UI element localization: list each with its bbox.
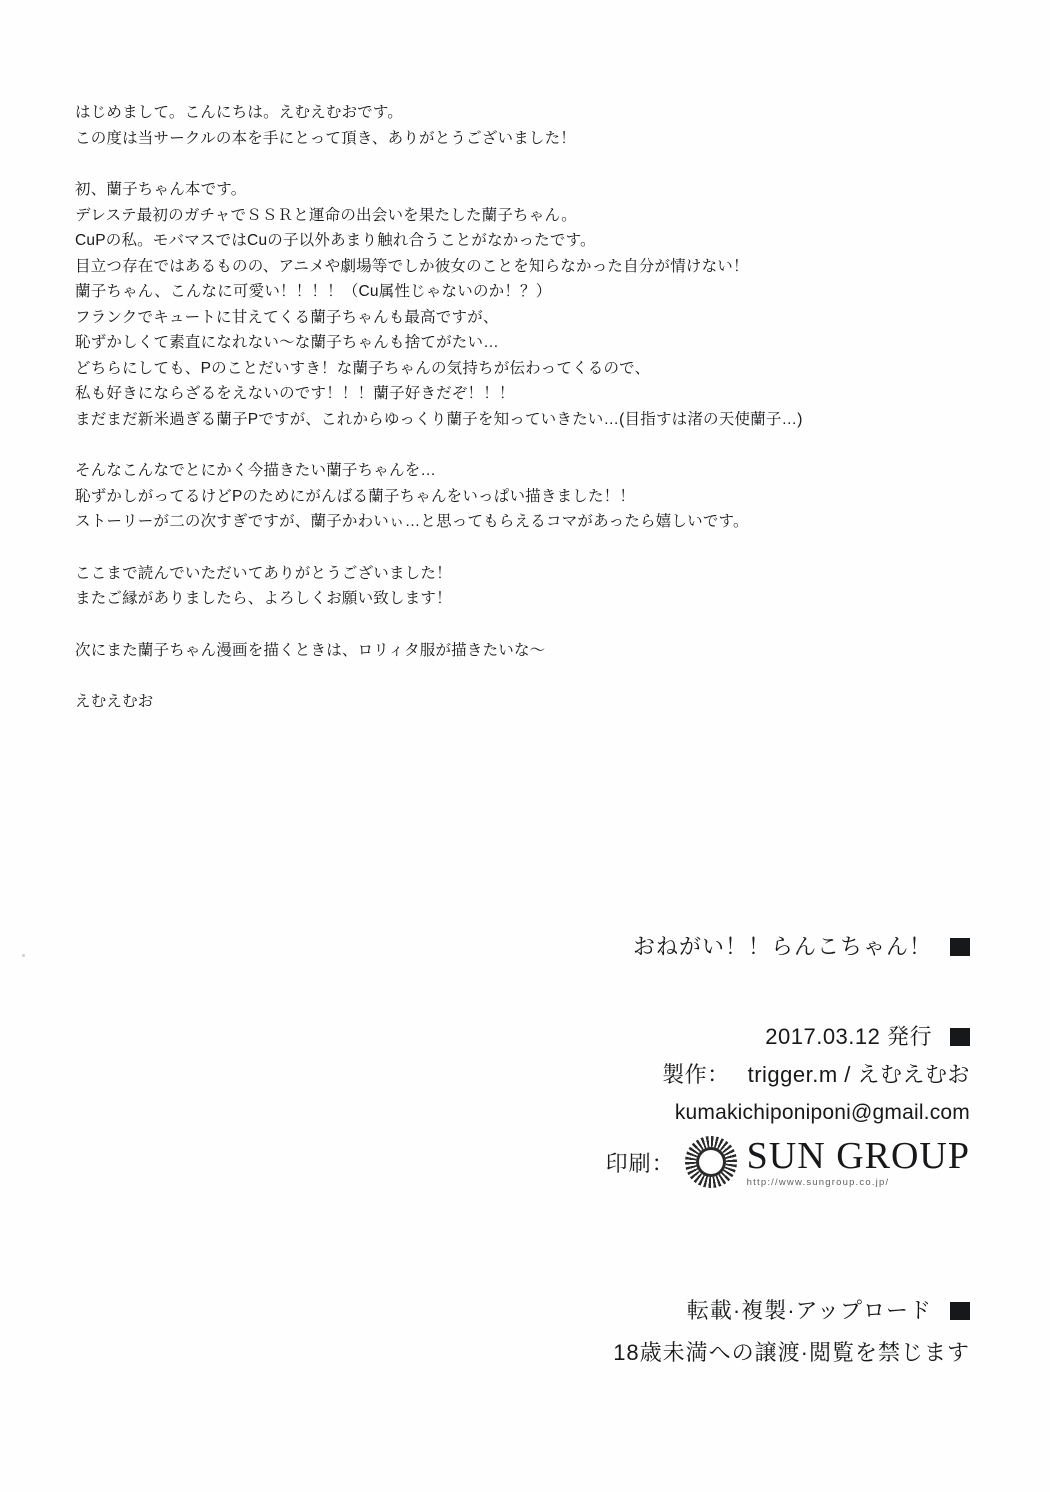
afterword-paragraph <box>75 100 945 151</box>
publication-date <box>370 1018 970 1056</box>
redaction-bar <box>950 938 970 956</box>
paper-speck <box>22 954 25 957</box>
afterword-line: 目立つ存在ではあるものの、アニメや劇場等でしか彼女のことを知らなかった自分が情けない！ <box>75 257 749 275</box>
afterword-line: デレステ最初のガチャでＳＳＲと運命の出会いを果たした蘭子ちゃん。 <box>75 206 577 224</box>
afterword-paragraph <box>75 561 945 612</box>
afterword-line: この度は当サークルの本を手にとって頂き、ありがとうございました！ <box>75 129 577 147</box>
afterword-line: そんなこんなでとにかく今描きたい蘭子ちゃんを… <box>75 462 437 479</box>
usage-notice-block <box>370 1290 970 1374</box>
afterword-line: 恥ずかしがってるけどPのためにがんばる蘭子ちゃんをいっぱい描きました！！ <box>75 487 636 505</box>
contact-email-text[interactable]: kumakichiponiponi@gmail.com <box>674 1101 970 1124</box>
afterword-line: まだまだ新米過ぎる蘭子Pですが、これからゆっくり蘭子を知っていきたい…(目指すは渚の天使蘭子…) <box>75 410 803 428</box>
afterword-line: ストーリーが二の次すぎですが、蘭子かわいぃ…と思ってもらえるコマがあったら嬉しいです。 <box>75 513 749 530</box>
book-title-text: おねがい！！らんこちゃん！ <box>632 934 932 959</box>
production-label: 製作： <box>662 1062 730 1087</box>
afterword-paragraph <box>75 458 945 535</box>
book-title <box>370 930 970 964</box>
production-credit <box>370 1056 970 1094</box>
afterword-line: またご縁がありましたら、よろしくお願い致します！ <box>75 590 452 607</box>
afterword-line: CuPの私。モバマスではCuの子以外あまり触れ合うことがなかったです。 <box>75 232 596 249</box>
notice-line-1-text: 転載·複製·アップロード <box>686 1298 932 1323</box>
afterword-paragraph <box>75 177 945 432</box>
afterword-line: 蘭子ちゃん、こんなに可愛い！！！！（Cu属性じゃないのか！？） <box>75 283 552 300</box>
afterword-signature <box>75 689 945 715</box>
redaction-bar <box>950 1302 970 1320</box>
redaction-bar <box>950 1028 970 1046</box>
printer-credit <box>370 1136 970 1188</box>
production-value: trigger.m / えむえむお <box>747 1062 970 1087</box>
notice-line-2 <box>370 1332 970 1374</box>
printer-name: SUN GROUP <box>746 1134 970 1177</box>
afterword-line: 私も好きにならざるをえないのです！！！蘭子好きだぞ！！！ <box>75 385 515 402</box>
afterword-paragraph <box>75 638 945 664</box>
afterword-line: えむえむお <box>75 693 154 710</box>
afterword-line: どちらにしても、Pのことだいすき！な蘭子ちゃんの気持ちが伝わってくるので、 <box>75 359 651 377</box>
sun-logo-icon <box>685 1136 737 1188</box>
publication-date-text: 2017.03.12 発行 <box>765 1024 932 1049</box>
afterword-line: 恥ずかしくて素直になれない～な蘭子ちゃんも捨てがたい… <box>75 334 499 351</box>
afterword-line: フランクでキュートに甘えてくる蘭子ちゃんも最高ですが、 <box>75 308 499 326</box>
afterword-line: 次にまた蘭子ちゃん漫画を描くときは、ロリィタ服が描きたいな～ <box>75 641 546 659</box>
afterword-text-block <box>75 100 945 715</box>
afterword-line: ここまで読んでいただいてありがとうございました！ <box>75 564 452 582</box>
printer-url: http://www.sungroup.co.jp/ <box>746 1176 890 1188</box>
sun-group-logo <box>685 1136 970 1188</box>
notice-line-2-text: 18歳未満への譲渡·閲覧を禁じます <box>613 1340 970 1365</box>
notice-line-1 <box>370 1290 970 1332</box>
printer-label: 印刷： <box>605 1150 675 1176</box>
colophon-block <box>370 930 970 1188</box>
contact-email[interactable] <box>370 1094 970 1132</box>
afterword-line: 初、蘭子ちゃん本です。 <box>75 181 247 198</box>
afterword-line: はじめまして。こんにちは。えむえむおです。 <box>75 104 403 121</box>
